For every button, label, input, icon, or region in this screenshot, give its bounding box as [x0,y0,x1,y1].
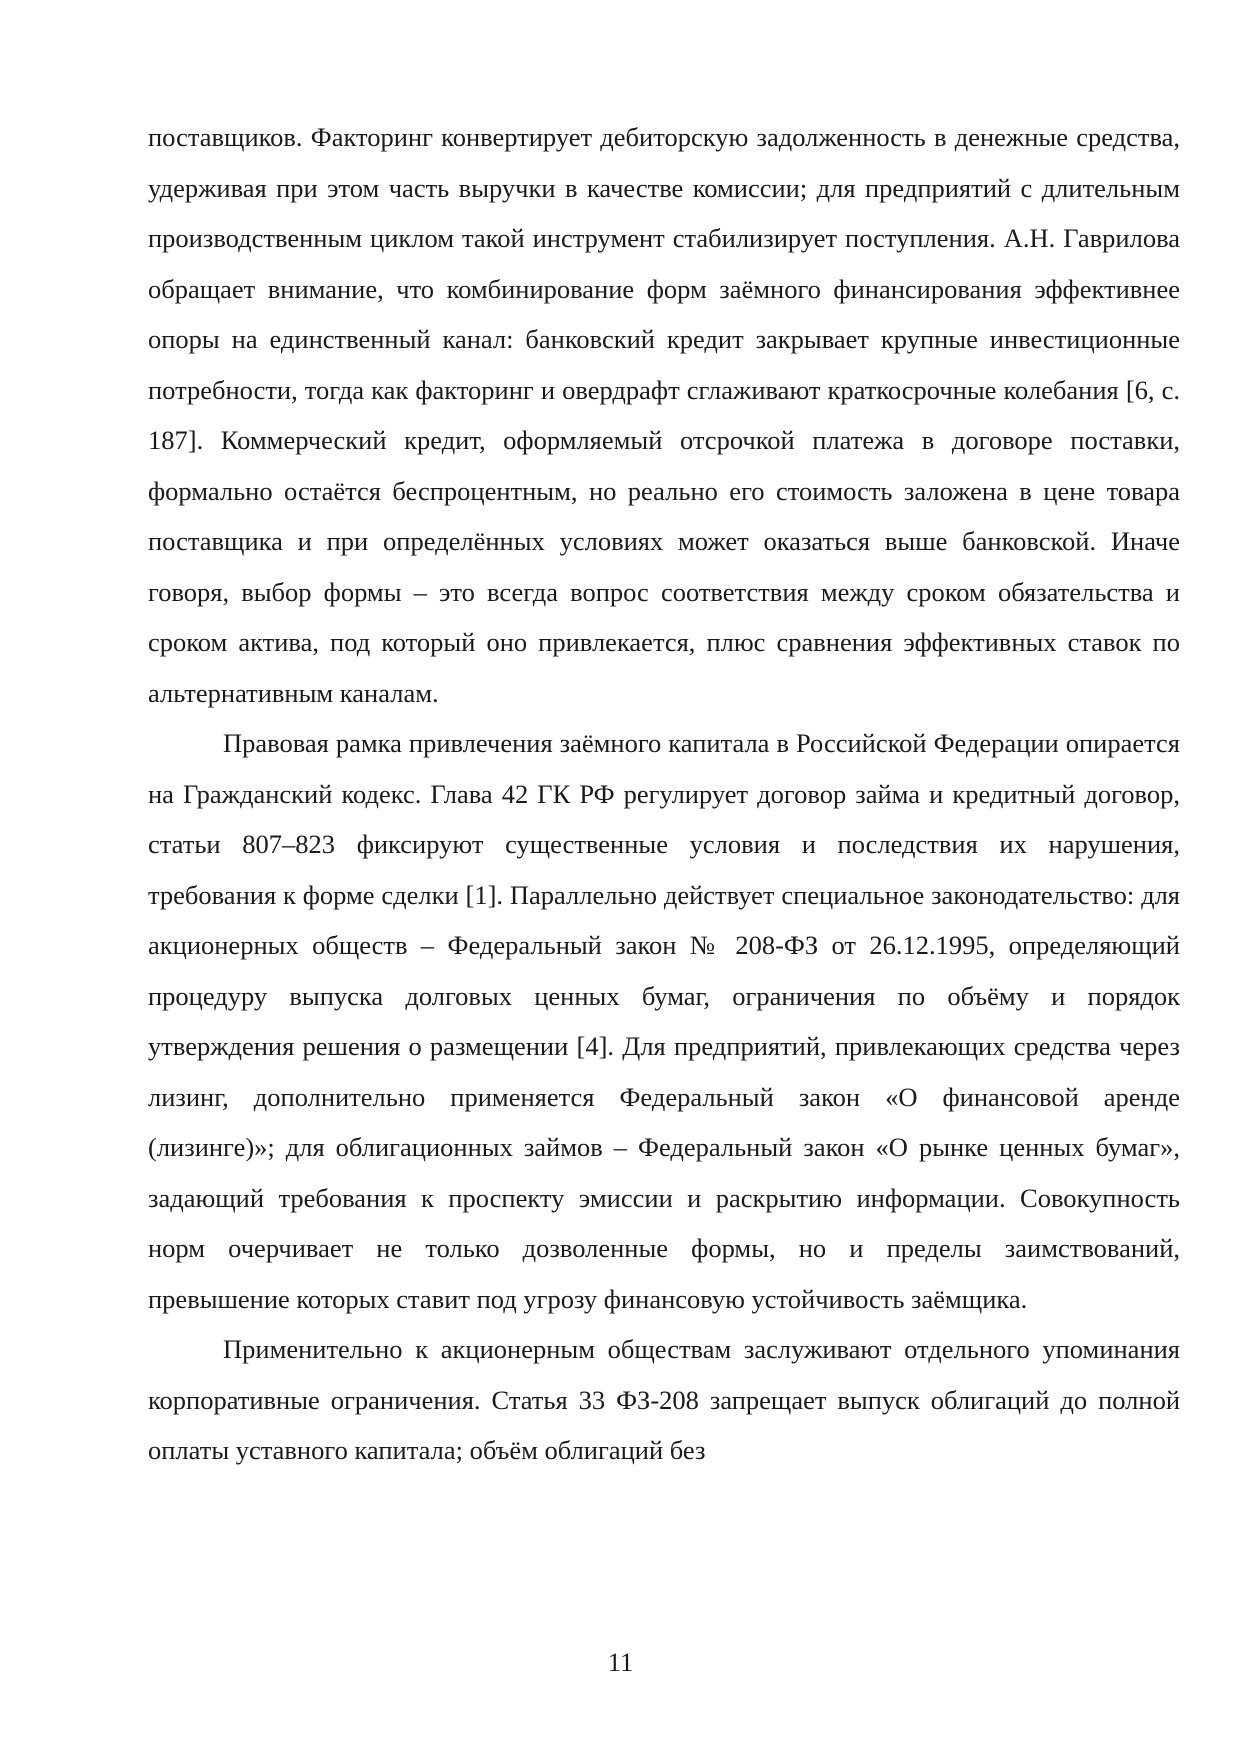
paragraph-1: поставщиков. Факторинг конвертирует дебиторскую задолженность в денежные средства, удерживая при этом часть выручки в качестве комиссии; для предприятий с длительным производственным циклом такой инструмент стабилизирует поступления. А.Н. Гаврилова обращает внимание, что комбинирование форм заёмного финансирования эффективнее опоры на единственный канал: банковский кредит закрывает крупные инвестиционные потребности, тогда как факторинг и овердрафт сглаживают краткосрочные колебания [6, с. 187]. Коммерческий кредит, оформляемый отсрочкой платежа в договоре поставки, формально остаётся беспроцентным, но реально его стоимость заложена в цене товара поставщика и при определённых условиях может оказаться выше банковской. Иначе говоря, выбор формы – это всегда вопрос соответствия между сроком обязательства и сроком актива, под который оно привлекается, плюс сравнения эффективных ставок по альтернативным каналам. [148,122,1180,708]
page-number: 11 [607,1647,634,1677]
body-text [148,112,1180,1476]
paragraph-3: Применительно к акционерным обществам заслуживают отдельного упоминания корпоративные ограничения. Статья 33 ФЗ-208 запрещает выпуск облигаций до полной оплаты уставного капитала; объём облигаций без [148,1334,1180,1465]
paragraph-2: Правовая рамка привлечения заёмного капитала в Российской Федерации опирается на Гражданский кодекс. Глава 42 ГК РФ регулирует договор займа и кредитный договор, статьи 807–823 фиксируют существенные условия и последствия их нарушения, требования к форме сделки [1]. Параллельно действует специальное законодательство: для акционерных обществ – Федеральный закон № 208-ФЗ от 26.12.1995, определяющий процедуру выпуска долговых ценных бумаг, ограничения по объёму и порядок утверждения решения о размещении [4]. Для предприятий, привлекающих средства через лизинг, дополнительно применяется Федеральный закон «О финансовой аренде (лизинге)»; для облигационных займов – Федеральный закон «О рынке ценных бумаг», задающий требования к проспекту эмиссии и раскрытию информации. Совокупность норм очерчивает не только дозволенные формы, но и пределы заимствований, превышение которых ставит под угрозу финансовую устойчивость заёмщика. [148,728,1180,1314]
